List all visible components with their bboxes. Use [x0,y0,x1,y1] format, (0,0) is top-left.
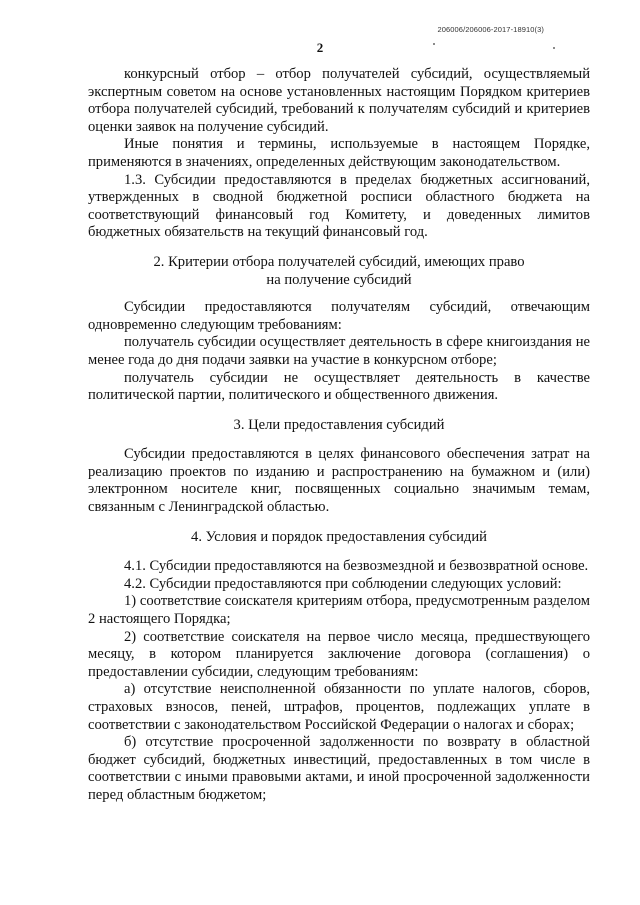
scan-speck [553,47,555,49]
section-heading-2-line2: на получение субсидий [266,271,412,288]
paragraph-other-terms: Иные понятия и термины, используемые в настоящем Порядке, применяются в значениях, определенных действующим законодательством. [88,136,590,170]
paragraph-condition-1: 1) соответствие соискателя критериям отбора, предусмотренным разделом 2 настоящего Порядка; [88,593,590,628]
paragraph-requirement-b: б) отсутствие просроченной задолженности по возврату в областной бюджет субсидий, бюджетных инвестиций, предоставленных в том числе в соответствии с иными правовыми актами, и иной просроченной задолженности перед областным бюджетом; [88,734,590,803]
paragraph-requirement-a: а) отсутствие неисполненной обязанности по уплате налогов, сборов, страховых взносов, пеней, штрафов, процентов, подлежащих уплате в соответствии с законодательством Российской Федерации о налогах и сборах; [88,681,590,733]
paragraph-condition-2: 2) соответствие соискателя на первое число месяца, предшествующего месяцу, в котором планируется заключение договора (соглашения) о предоставлении субсидии, следующим требованиям: [88,628,590,680]
document-body [88,66,590,805]
section-heading-2-line1: 2. Критерии отбора получателей субсидий, имеющих право [153,253,525,270]
section-heading-4: 4. Условия и порядок предоставления субсидий [191,528,487,545]
paragraph-1-3: 1.3. Субсидии предоставляются в пределах бюджетных ассигнований, утвержденных в сводной бюджетной росписи областного бюджета на соответствующий финансовый год Комитету, и доведенных лимитов бюджетных обязательств на текущий финансовый год. [88,171,590,241]
paragraph-purposes: Субсидии предоставляются в целях финансового обеспечения затрат на реализацию проектов по изданию и распространению на бумажном и (или) электронном носителе книг, посвященных социально значимым темам, связанным с Ленинградской областью. [88,446,590,516]
paragraph-criteria-not-party: получатель субсидии не осуществляет деятельность в качестве политической партии, политического и общественного движения. [88,369,590,404]
paragraph-criteria-intro: Субсидии предоставляются получателям субсидий, отвечающим одновременно следующим требованиям: [88,299,590,333]
document-registration-number: 206006/206006-2017-18910(3) [437,25,544,34]
paragraph-4-2: 4.2. Субсидии предоставляются при соблюдении следующих условий: [124,575,562,592]
page-number: 2 [316,40,324,55]
paragraph-criteria-publishing: получатель субсидии осуществляет деятельность в сфере книгоиздания не менее года до дня подачи заявки на участие в конкурсном отборе; [88,334,590,368]
paragraph-4-1: 4.1. Субсидии предоставляются на безвозмездной и безвозвратной основе. [124,558,589,575]
section-heading-3: 3. Цели предоставления субсидий [233,416,445,433]
paragraph-definition-competitive-selection: конкурсный отбор – отбор получателей субсидий, осуществляемый экспертным советом на основе установленных настоящим Порядком критериев отбора получателей субсидий, требований к получателям субсидий и критериев оценки заявок на получение субсидий. [88,66,590,135]
scan-speck [433,43,435,45]
